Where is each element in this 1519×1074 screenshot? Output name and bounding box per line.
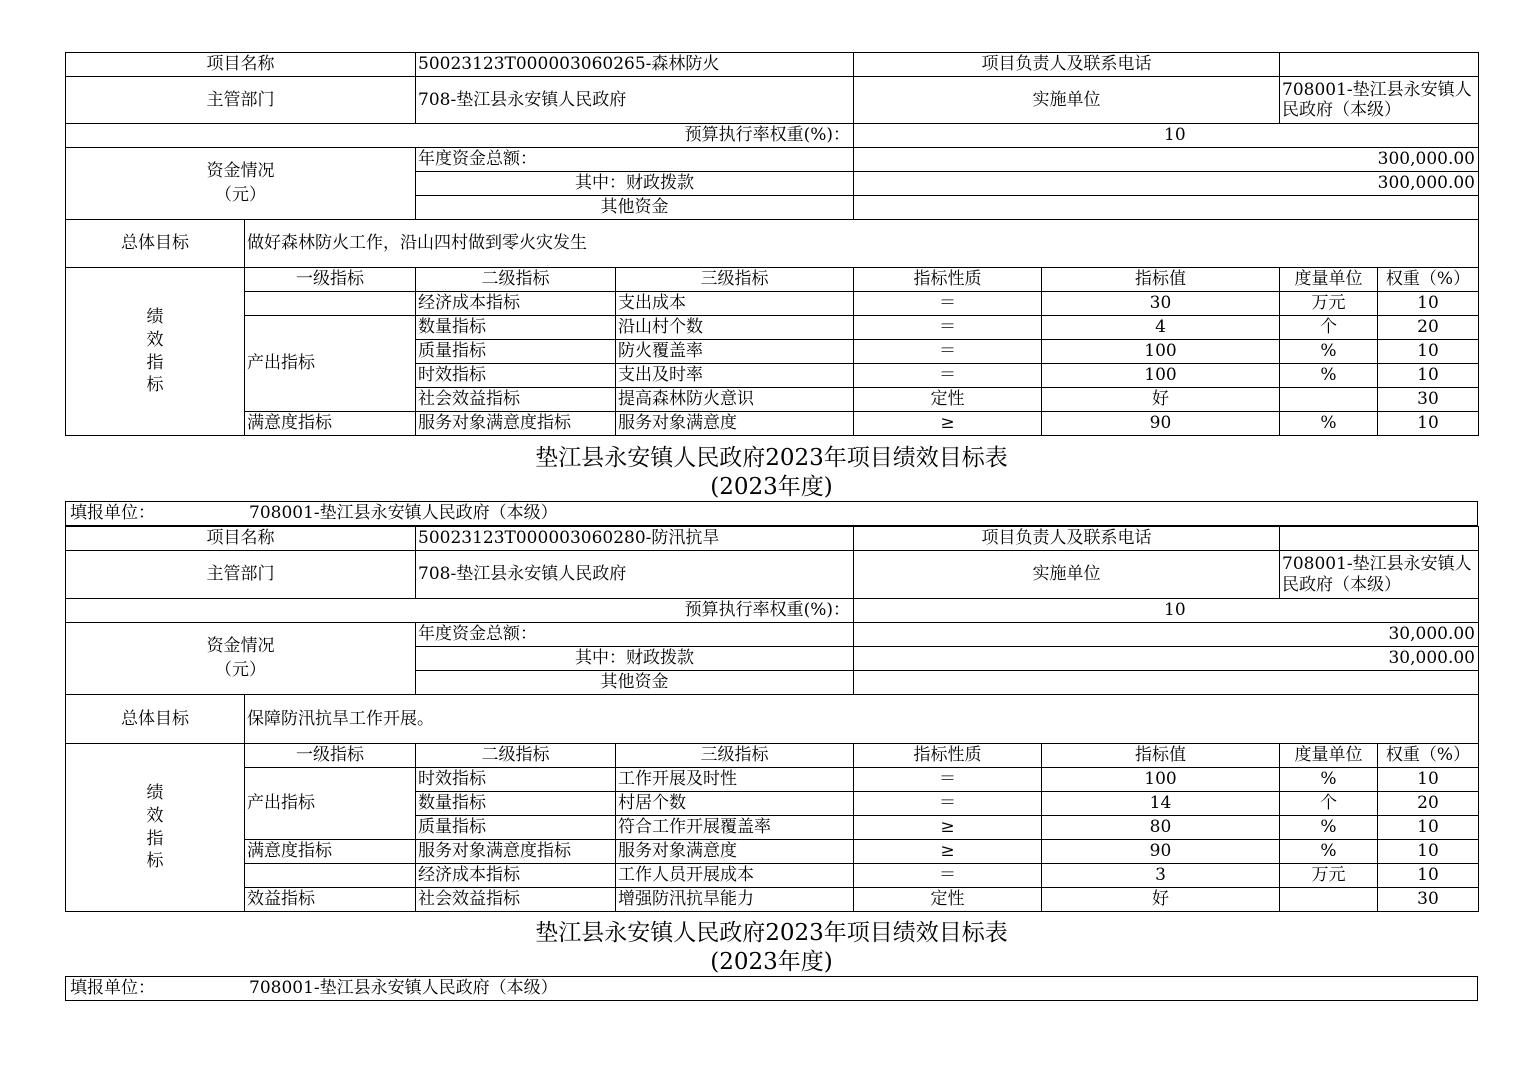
dept-value: 708-垫江县永安镇人民政府 [416,551,854,599]
goal-label: 总体目标 [66,695,245,744]
project-name-label: 项目名称 [66,53,416,77]
budget-weight-label: 预算执行率权重(%)： [66,599,854,623]
dept-label: 主管部门 [66,77,416,124]
col-level3: 三级指标 [616,744,854,768]
fiscal-label: 其中：财政拨款 [416,647,854,671]
goal-value: 保障防汛抗旱工作开展。 [245,695,1479,744]
col-weight: 权重（%） [1378,744,1479,768]
contact-label: 项目负责人及联系电话 [854,53,1280,77]
impl-unit-label: 实施单位 [854,551,1280,599]
funds-label [66,623,416,695]
dept-value: 708-垫江县永安镇人民政府 [416,77,854,124]
col-nature: 指标性质 [854,268,1042,292]
fill-unit-row [65,976,1478,1001]
other-funds-value [854,671,1479,695]
col-level2: 二级指标 [416,268,616,292]
table-row: 质量指标 防火覆盖率 ＝ 100 % 10 [66,340,1479,364]
impl-unit-value: 708001-垫江县永安镇人民政府（本级） [1280,77,1479,124]
other-funds-label: 其他资金 [416,196,854,220]
budget-weight-value: 10 [854,599,1479,623]
col-level2: 二级指标 [416,744,616,768]
impl-unit-label: 实施单位 [854,77,1280,124]
funds-label-line1: 资金情况 [206,635,275,656]
col-unit: 度量单位 [1280,744,1378,768]
other-funds-value [854,196,1479,220]
funds-label [66,148,416,220]
table-row: 质量指标 符合工作开展覆盖率 ≥ 80 % 10 [66,816,1479,840]
funds-label-line2: （元） [215,659,266,680]
perf-indicator-label: 绩 效 指 标 [66,268,245,436]
contact-value [1280,53,1479,77]
goal-label: 总体目标 [66,220,245,268]
project-name-label: 项目名称 [66,527,416,551]
budget-weight-label: 预算执行率权重(%)： [66,124,854,148]
budget-weight-value: 10 [854,124,1479,148]
col-nature: 指标性质 [854,744,1042,768]
project-table-2 [65,526,1479,912]
funds-label-line2: （元） [215,184,266,205]
table-row: 时效指标 支出及时率 ＝ 100 % 10 [66,364,1479,388]
report-subtitle: (2023年度) [710,949,833,975]
table-row: 产出指标 数量指标 沿山村个数 ＝ 4 个 20 [66,316,1479,340]
table-row: 经济成本指标 支出成本 ＝ 30 万元 10 [66,292,1479,316]
annual-total-label: 年度资金总额： [416,148,854,172]
report-title: 垫江县永安镇人民政府2023年项目绩效目标表 [535,920,1008,946]
col-unit: 度量单位 [1280,268,1378,292]
fill-unit-row [65,501,1478,526]
dept-label: 主管部门 [66,551,416,599]
funds-label-line1: 资金情况 [206,160,275,181]
table-row: 经济成本指标 工作人员开展成本 ＝ 3 万元 10 [66,864,1479,888]
table-row: 社会效益指标 提高森林防火意识 定性 好 30 [66,388,1479,412]
table-row: 数量指标 村居个数 ＝ 14 个 20 [66,792,1479,816]
fiscal-value: 30,000.00 [854,647,1479,671]
fill-unit-label: 填报单位： [70,503,155,523]
col-weight: 权重（%） [1378,268,1479,292]
table-row: 产出指标 时效指标 工作开展及时性 ＝ 100 % 10 [66,768,1479,792]
impl-unit-value: 708001-垫江县永安镇人民政府（本级） [1280,551,1479,599]
contact-value [1280,527,1479,551]
annual-total-value: 300,000.00 [854,148,1479,172]
project-table-1 [65,52,1479,436]
table-row: 满意度指标 服务对象满意度指标 服务对象满意度 ≥ 90 % 10 [66,840,1479,864]
report-title: 垫江县永安镇人民政府2023年项目绩效目标表 [535,445,1008,471]
col-level3: 三级指标 [616,268,854,292]
report-subtitle: (2023年度) [710,474,833,500]
contact-label: 项目负责人及联系电话 [854,527,1280,551]
col-value: 指标值 [1042,744,1280,768]
project-name-value: 50023123T000003060280-防汛抗旱 [416,527,854,551]
annual-total-value: 30,000.00 [854,623,1479,647]
col-value: 指标值 [1042,268,1280,292]
col-level1: 一级指标 [245,268,416,292]
perf-indicator-label: 绩 效 指 标 [66,744,245,912]
other-funds-label: 其他资金 [416,671,854,695]
project-name-value: 50023123T000003060265-森林防火 [416,53,854,77]
annual-total-label: 年度资金总额： [416,623,854,647]
fill-unit-value: 708001-垫江县永安镇人民政府（本级） [249,503,558,523]
table-row: 效益指标 社会效益指标 增强防汛抗旱能力 定性 好 30 [66,888,1479,912]
col-level1: 一级指标 [245,744,416,768]
fiscal-label: 其中：财政拨款 [416,172,854,196]
goal-value: 做好森林防火工作，沿山四村做到零火灾发生 [245,220,1479,268]
fill-unit-value: 708001-垫江县永安镇人民政府（本级） [249,978,558,998]
table-row: 满意度指标 服务对象满意度指标 服务对象满意度 ≥ 90 % 10 [66,412,1479,436]
fiscal-value: 300,000.00 [854,172,1479,196]
fill-unit-label: 填报单位： [70,978,155,998]
